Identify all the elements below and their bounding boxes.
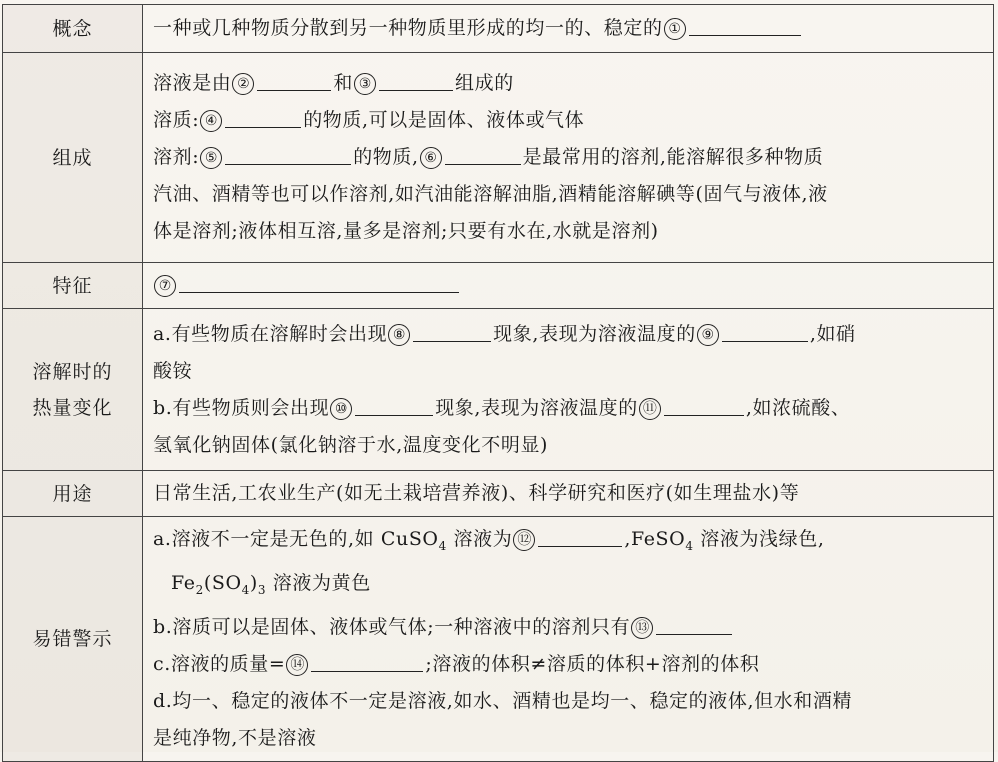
blank-number-3: ③: [354, 73, 376, 95]
answer-blank-13[interactable]: [656, 612, 732, 635]
answer-blank-11[interactable]: [664, 393, 744, 416]
warning-d-text-2: 是纯净物,不是溶液: [153, 726, 317, 749]
row-heat-change: [3, 309, 994, 471]
row-feature: [3, 263, 994, 309]
blank-number-10: ⑩: [330, 398, 352, 420]
label-heat-line-2: 热量变化: [32, 396, 113, 419]
answer-blank-7[interactable]: [179, 270, 459, 293]
warning-d-text-1: d.均一、稳定的液体不一定是溶液,如水、酒精也是均一、稳定的液体,但水和酒精: [153, 689, 853, 712]
use-text: 日常生活,工农业生产(如无土栽培营养液)、科学研究和医疗(如生理盐水)等: [153, 482, 800, 504]
content-feature: [143, 263, 994, 309]
heat-b-text-4: 氢氧化钠固体(氯化钠溶于水,温度变化不明显): [153, 433, 549, 456]
warning-a2-sub-1: 2: [195, 582, 204, 597]
answer-blank-6[interactable]: [445, 142, 521, 165]
content-use: [143, 471, 994, 517]
blank-number-13: ⑬: [631, 617, 653, 639]
row-composition: [3, 53, 994, 263]
content-composition: [143, 53, 994, 263]
blank-number-1: ①: [664, 18, 686, 40]
heat-a-text-1: a.有些物质在溶解时会出现: [153, 322, 388, 345]
answer-blank-5[interactable]: [225, 142, 351, 165]
solute-text-a: 溶质:: [153, 109, 200, 131]
blank-number-6: ⑥: [420, 147, 442, 169]
answer-blank-9[interactable]: [722, 319, 808, 342]
composition-text-4: 汽油、酒精等也可以作溶剂,如汽油能溶解油脂,酒精能溶解碘等(固气与液体,液: [153, 183, 828, 205]
composition-text-5: 体是溶剂;液体相互溶,量多是溶剂;只要有水在,水就是溶剂): [153, 220, 659, 242]
blank-number-7: ⑦: [154, 275, 176, 297]
warning-a-text-1d: 溶液为浅绿色,: [693, 528, 825, 550]
warning-c-text-1: c.溶液的质量=: [153, 652, 286, 675]
label-heat-line-1: 溶解时的: [32, 360, 113, 383]
warning-c-text-2: ;溶液的体积≠溶质的体积+溶剂的体积: [425, 652, 760, 675]
warning-a-sub-1: 4: [438, 538, 447, 553]
heat-b-text-1: b.有些物质则会出现: [153, 396, 330, 419]
warning-a2-paren: ): [249, 571, 258, 594]
content-concept: [143, 5, 994, 53]
label-feature: 特征: [3, 263, 143, 309]
label-use: 用途: [3, 471, 143, 517]
heat-a-text-2: 现象,表现为溶液温度的: [493, 322, 696, 345]
row-use: [3, 471, 994, 517]
warning-a-sub-2: 4: [685, 538, 694, 553]
warning-a2-sub-3: 3: [257, 582, 267, 597]
label-concept: 概念: [3, 5, 143, 53]
concept-text: 一种或几种物质分散到另一种物质里形成的均一的、稳定的: [153, 17, 663, 39]
warning-a2-so: (SO: [203, 571, 242, 594]
answer-blank-1[interactable]: [689, 13, 801, 36]
warning-a-text-1: a.溶液不一定是无色的,如 CuSO: [153, 528, 439, 550]
answer-blank-3[interactable]: [379, 68, 453, 91]
answer-blank-14[interactable]: [311, 649, 423, 672]
label-heat-change: [3, 309, 143, 471]
solution-summary-table: [2, 4, 994, 762]
warning-a2-sub-2: 4: [241, 582, 250, 597]
blank-number-2: ②: [232, 73, 254, 95]
warning-a-text-1b: 溶液为: [446, 528, 513, 550]
label-warning: 易错警示: [3, 517, 143, 762]
heat-a-text-3: ,如硝: [809, 322, 856, 345]
blank-number-14: ⑭: [286, 654, 308, 676]
composition-text-1b: 和: [333, 72, 354, 94]
warning-a-text-1c: ,FeSO: [624, 528, 686, 550]
answer-blank-8[interactable]: [413, 319, 491, 342]
content-heat-change: [143, 309, 994, 471]
row-concept: [3, 5, 994, 53]
solvent-text-a: 溶剂:: [153, 146, 200, 168]
warning-a2-fe: Fe: [171, 571, 196, 594]
warning-a2-text: 溶液为黄色: [266, 571, 371, 594]
blank-number-9: ⑨: [697, 324, 719, 346]
blank-number-12: ⑫: [513, 529, 535, 551]
label-composition: 组成: [3, 53, 143, 263]
blank-number-5: ⑤: [200, 147, 222, 169]
composition-text-1c: 组成的: [455, 72, 514, 94]
answer-blank-10[interactable]: [355, 393, 433, 416]
content-warning: [143, 517, 994, 762]
composition-text-1a: 溶液是由: [153, 72, 232, 94]
blank-number-4: ④: [200, 110, 222, 132]
solvent-text-b: 的物质,: [353, 146, 419, 168]
answer-blank-12[interactable]: [538, 524, 622, 547]
warning-b-text: b.溶质可以是固体、液体或气体;一种溶液中的溶剂只有: [153, 615, 631, 638]
heat-b-text-2: 现象,表现为溶液温度的: [435, 396, 638, 419]
row-warning: [3, 517, 994, 762]
blank-number-8: ⑧: [388, 324, 410, 346]
solvent-text-c: 是最常用的溶剂,能溶解很多种物质: [522, 146, 824, 168]
answer-blank-4[interactable]: [225, 105, 301, 128]
solute-text-b: 的物质,可以是固体、液体或气体: [303, 109, 585, 131]
heat-b-text-3: ,如浓硫酸、: [745, 396, 851, 419]
blank-number-11: ⑪: [639, 398, 661, 420]
answer-blank-2[interactable]: [257, 68, 331, 91]
heat-a-text-4: 酸铵: [153, 359, 193, 382]
